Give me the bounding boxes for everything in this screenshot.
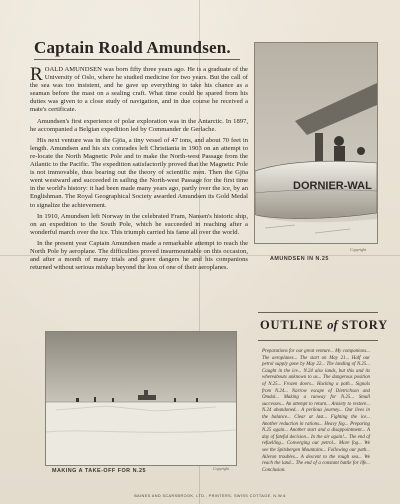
biography-text: [30, 66, 248, 275]
bio-paragraph: ROALD AMUNDSEN was born fifty three years ago. He is a graduate of the University of Oslo, where he studied medicine for two years. But the call of the sea was too insistent, and he gave up everything to take his chance as a seaman before the mast on a sealing craft. What time could be spared from his duties was given to a close study of navigation, and in due course he received a mate's certificate.: [30, 64, 248, 114]
ice-field-image: [46, 332, 236, 465]
photo-credit-top: Copyright: [350, 247, 367, 252]
outline-bottom-rule: [258, 340, 378, 341]
photo-credit-bottom: Copyright: [213, 466, 230, 471]
title-underline: [34, 59, 240, 60]
photo-caption-bottom: MAKING A TAKE-OFF FOR N.25: [52, 468, 146, 474]
seaplane-image: [255, 43, 377, 243]
page-title: Captain Roald Amundsen.: [34, 38, 231, 57]
photo-caption-top: AMUNDSEN IN N.25: [270, 256, 329, 262]
bio-paragraph: Amundsen's first experience of polar exploration was in the Antarctic. In 1897, he accompanied a Belgian expedition led by Commander de Gerlache.: [30, 117, 248, 133]
take-off-photo: [45, 331, 237, 466]
printer-imprint: BAINES AND SCARSBROOK, LTD., PRINTERS, SWISS COTTAGE, N.W.6: [134, 494, 286, 498]
outline-heading: OUTLINE of STORY: [260, 318, 388, 332]
bio-paragraph: His next venture was in the Gjöa, a tiny vessel of 47 tons, and about 70 feet in length. Amundsen and his six comrades left Christiania in 1903 on an attempt to re-locate the North Magnetic Pole and to make the North-west Passage from the Atlantic to the Pacific. The expedition satisfactorily proved that the Magnetic Pole is not immovable, thus bearing out the theory of scientific men. Then the Gjöa went westward and succeeded in sailing the North-west Passage for the first time in the world's history: it had been made many years ago, partly over the ice, by an Englishman. The Royal Geographical Society awarded Amundsen its Gold Medal to signalize the achievement.: [30, 136, 248, 209]
outline-text: Preparations for our great venture... My companions... The aeroplanes... The start on May 21... Half our petrol supply gone by May 22... The landing of N.25... Caught in the ice... N.24 also lands, but this and its whereabouts unknown to us... The dangerous position of N.25... Frozen doors... Hacking a path... Signals from N.24... Narrow escape of Dietrichson and Omdal... Making a runway for N.25... Small successes... An attempt to return... Anxiety to restore... N.24 abandoned... A perilous journey... Our lives in the balance... Clear at last... Fighting the ice... Another reduction in rations... Heavy fog... Preparing N.25 again... Another start and a disappointment... A day of fateful decision... In the air again!... The end of refuelling... Converging our petrol... More fog... We see the Spitsbergen Mountains... Following our path... Aileron troubles... A descent to the rough sea... We reach the land... The end of a constant battle for life... Conclusion.: [262, 349, 370, 473]
drop-cap: R: [30, 64, 43, 85]
amundsen-photo: [254, 42, 378, 244]
bio-paragraph: In the present year Captain Amundsen made a remarkable attempt to reach the North Pole by aeroplane. The difficulties proved insurmountable on this occasion, and after a month of many trials and grave dangers he and his companions returned without serious mishap beyond the loss of one of their aeroplanes.: [30, 239, 248, 272]
outline-top-rule: [258, 312, 378, 313]
bio-paragraph: In 1910, Amundsen left Norway in the celebrated Fram, Nansen's historic ship, on an expedition to the South Pole, which he succeeded in reaching after a wonderful march over the ice. This triumph carried his fame all over the world.: [30, 212, 248, 236]
plane-label: DORNIER-WAL: [293, 180, 372, 192]
